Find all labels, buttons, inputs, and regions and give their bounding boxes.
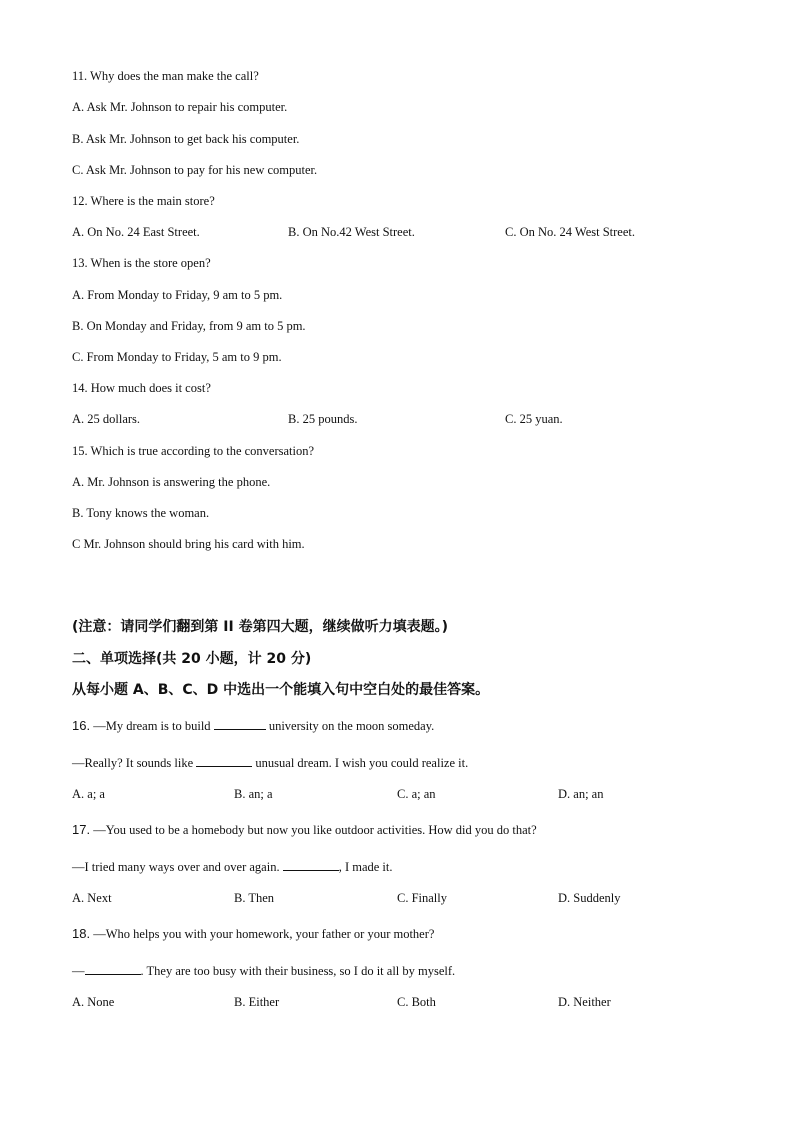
q16-option-c: C. a; an <box>397 787 436 801</box>
q12-option-b: B. On No.42 West Street. <box>288 225 415 239</box>
q16-line2-pre: —Really? It sounds like <box>72 756 194 770</box>
q11-option-a: A. Ask Mr. Johnson to repair his computer. <box>72 100 288 114</box>
q14-option-b: B. 25 pounds. <box>288 412 358 426</box>
q13-question: 13. When is the store open? <box>72 256 211 270</box>
q16-line1-post: university on the moon someday. <box>268 719 435 733</box>
q18-line1 <box>72 926 434 942</box>
q18-line2-post: . They are too busy with their business, so I do it all by myself. <box>140 964 456 978</box>
q14-option-a: A. 25 dollars. <box>72 412 141 426</box>
q14-option-c: C. 25 yuan. <box>505 412 563 426</box>
q18-option-b: B. Either <box>234 995 280 1009</box>
q15-option-b: B. Tony knows the woman. <box>72 506 210 520</box>
q18-line2-pre: — <box>72 964 85 978</box>
q16-option-b: B. an; a <box>234 787 273 801</box>
q17-line2 <box>72 859 393 875</box>
q15-option-c: C Mr. Johnson should bring his card with him. <box>72 537 305 551</box>
q17-option-a: A. Next <box>72 891 112 905</box>
notice-text: (注意：请同学们翻到第 II 卷第四大题，继续做听力填表题。) <box>72 619 448 635</box>
q13-option-b: B. On Monday and Friday, from 9 am to 5 pm. <box>72 319 306 333</box>
q18-option-c: C. Both <box>397 995 436 1009</box>
q16-line1 <box>72 718 434 734</box>
q18-line1-text: —Who helps you with your homework, your father or your mother? <box>93 927 435 941</box>
q13-option-c: C. From Monday to Friday, 5 am to 9 pm. <box>72 350 282 364</box>
q16-line2 <box>72 755 468 771</box>
q11-option-c: C. Ask Mr. Johnson to pay for his new computer. <box>72 163 318 177</box>
q15-option-a: A. Mr. Johnson is answering the phone. <box>72 475 271 489</box>
q17-line2-pre: —I tried many ways over and over again. <box>72 860 280 874</box>
q17-option-b: B. Then <box>234 891 275 905</box>
q16-line1-pre: —My dream is to build <box>93 719 211 733</box>
q16-blank-1 <box>214 718 266 730</box>
q11-question: 11. Why does the man make the call? <box>72 69 259 83</box>
q17-option-c: C. Finally <box>397 891 448 905</box>
q13-option-a: A. From Monday to Friday, 9 am to 5 pm. <box>72 288 283 302</box>
q17-blank <box>283 859 339 871</box>
q17-option-d: D. Suddenly <box>558 891 621 905</box>
q16-blank-2 <box>196 755 252 767</box>
q17-line1-text: —You used to be a homebody but now you like outdoor activities. How did you do that? <box>93 823 537 837</box>
q16-number: 16. <box>72 718 91 733</box>
q14-question: 14. How much does it cost? <box>72 381 211 395</box>
q16-option-a: A. a; a <box>72 787 105 801</box>
q12-option-a: A. On No. 24 East Street. <box>72 225 200 239</box>
q17-number: 17. <box>72 822 91 837</box>
q18-number: 18. <box>72 926 91 941</box>
q16-option-d: D. an; an <box>558 787 604 801</box>
q18-line2 <box>72 963 455 979</box>
q17-line2-post: , I made it. <box>338 860 393 874</box>
q17-line1 <box>72 822 537 838</box>
q15-question: 15. Which is true according to the conversation? <box>72 444 315 458</box>
q18-option-d: D. Neither <box>558 995 611 1009</box>
section2-instruction: 从每小题 A、B、C、D 中选出一个能填入句中空白处的最佳答案。 <box>72 682 490 698</box>
q16-line2-post: unusual dream. I wish you could realize it. <box>255 756 469 770</box>
q12-question: 12. Where is the main store? <box>72 194 215 208</box>
q18-option-a: A. None <box>72 995 115 1009</box>
q12-option-c: C. On No. 24 West Street. <box>505 225 636 239</box>
section2-title: 二、单项选择(共 20 小题，计 20 分) <box>72 651 312 667</box>
q11-option-b: B. Ask Mr. Johnson to get back his computer. <box>72 132 300 146</box>
q18-blank <box>85 963 141 975</box>
